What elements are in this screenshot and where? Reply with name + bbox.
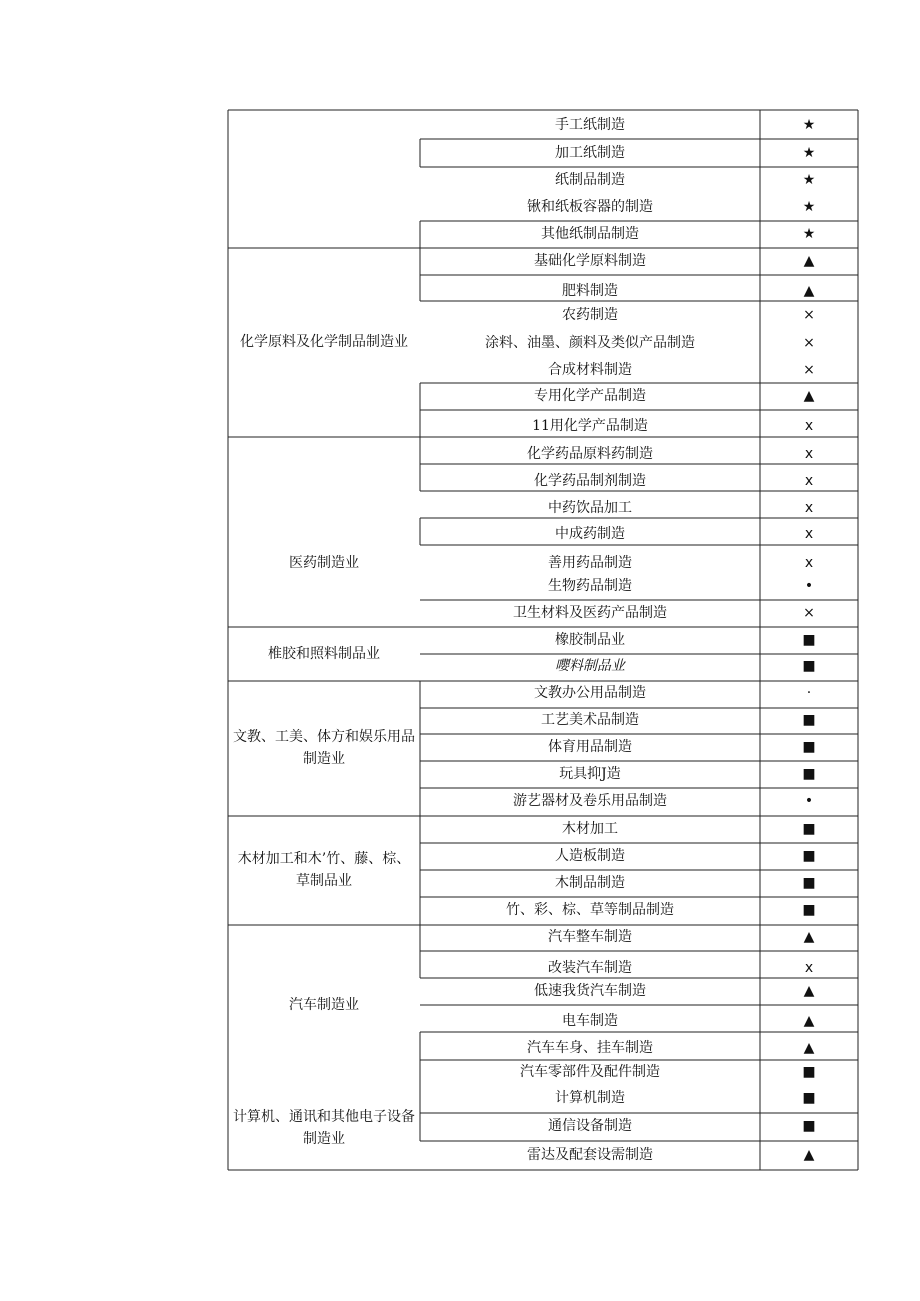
category-label: 文教、工美、体方和娱乐用品制造业 [233, 729, 415, 767]
industry-name: 善用药品制造 [548, 555, 632, 571]
industry-name: 木材加工 [562, 821, 618, 837]
industry-name: 卫生材料及医药产品制造 [513, 605, 667, 621]
status-mark: × [803, 605, 815, 621]
category-label [232, 154, 416, 202]
industry-name: 汽车零部件及配件制造 [520, 1064, 660, 1080]
status-mark: ▲ [803, 1040, 815, 1056]
industry-name: 木制品制造 [555, 875, 625, 891]
industry-name: 专用化学产品制造 [534, 388, 646, 404]
status-mark: ■ [802, 1064, 816, 1080]
status-mark: x [804, 473, 814, 489]
industry-name: 体育用品制造 [548, 739, 632, 755]
industry-name: 嚶料制品业 [555, 658, 625, 674]
industry-name: 电车制造 [562, 1013, 618, 1029]
status-mark: x [804, 960, 814, 976]
category-label: 化学原料及化学制品制造业 [240, 334, 408, 350]
status-mark: ▲ [803, 388, 815, 404]
industry-name: 生物药品制造 [548, 578, 632, 594]
status-mark: ■ [802, 848, 816, 864]
industry-name: 游艺器材及卷乐用品制造 [513, 793, 667, 809]
category-label: 计算机、通讯和其他电子设备制造业 [233, 1109, 415, 1147]
industry-name: 改装汽车制造 [548, 960, 632, 976]
industry-name: 肥料制造 [562, 283, 618, 299]
industry-name: 农药制造 [562, 307, 618, 323]
industry-name: 涂料、油墨、颜料及类似产品制造 [485, 335, 695, 351]
industry-name: 手工纸制造 [555, 117, 625, 133]
status-mark: ■ [802, 875, 816, 891]
industry-name: 锹和纸板容器的制造 [527, 199, 653, 215]
industry-name: 化学药品制剂制造 [534, 473, 646, 489]
category-label: 椎胶和照料制品业 [268, 646, 380, 662]
status-mark: ▲ [803, 929, 815, 945]
status-mark: ■ [802, 902, 816, 918]
status-mark: x [804, 418, 814, 434]
industry-name: 化学药品原料药制造 [527, 446, 653, 462]
status-mark: ▲ [803, 283, 815, 299]
industry-name: 汽车车身、挂车制造 [527, 1040, 653, 1056]
industry-name: 工艺美术品制造 [541, 712, 639, 728]
status-mark: ■ [802, 821, 816, 837]
status-mark: ▲ [803, 253, 815, 269]
status-mark: ★ [802, 117, 816, 133]
industry-name: 中药饮品加工 [548, 500, 632, 516]
industry-name: 中成药制造 [555, 526, 625, 542]
category-label: 木材加工和木’竹、藤、棕、草制品业 [237, 851, 411, 889]
industry-name: 基础化学原料制造 [534, 253, 646, 269]
industry-name: 计算机制造 [555, 1090, 625, 1106]
industry-name: 雷达及配套设需制造 [527, 1147, 653, 1163]
status-mark: ■ [802, 766, 816, 782]
status-mark: ■ [802, 632, 816, 648]
status-mark: ■ [802, 1118, 816, 1134]
status-mark: ■ [802, 1090, 816, 1106]
industry-name: 玩具抑J造 [559, 766, 621, 782]
status-mark: x [804, 500, 814, 516]
industry-name: 合成材料制造 [548, 362, 632, 378]
industry-name: 文教办公用品制造 [534, 685, 646, 701]
industry-name: 汽车整车制造 [548, 929, 632, 945]
status-mark: ▲ [803, 1147, 815, 1163]
status-mark: ▲ [803, 983, 815, 999]
industry-name: 人造板制造 [555, 848, 625, 864]
status-mark: × [803, 362, 815, 378]
status-mark: • [804, 793, 814, 809]
industry-name: 其他纸制品制造 [541, 226, 639, 242]
status-mark: ■ [802, 739, 816, 755]
status-mark: ★ [802, 145, 816, 161]
status-mark: × [803, 335, 815, 351]
status-mark: x [804, 446, 814, 462]
category-label: 汽车制造业 [289, 997, 359, 1013]
industry-name: 加工纸制造 [555, 145, 625, 161]
category-label: 医药制造业 [289, 555, 359, 571]
status-mark: x [804, 526, 814, 542]
industry-name: 纸制品制造 [555, 172, 625, 188]
industry-name: 低速我货汽车制造 [534, 983, 646, 999]
status-mark: ▲ [803, 1013, 815, 1029]
status-mark: × [803, 307, 815, 323]
status-mark: ★ [802, 226, 816, 242]
status-mark: • [804, 578, 814, 594]
status-mark: x [804, 555, 814, 571]
industry-name: 竹、彩、棕、草等制品制造 [506, 902, 674, 918]
status-mark: ■ [802, 658, 816, 674]
industry-name: 通信设备制造 [548, 1118, 632, 1134]
industry-name: 橡胶制品业 [555, 632, 625, 648]
status-mark: · [806, 685, 812, 701]
status-mark: ■ [802, 712, 816, 728]
industry-name: 11用化学产品制造 [532, 418, 648, 434]
status-mark: ★ [802, 172, 816, 188]
status-mark: ★ [802, 199, 816, 215]
